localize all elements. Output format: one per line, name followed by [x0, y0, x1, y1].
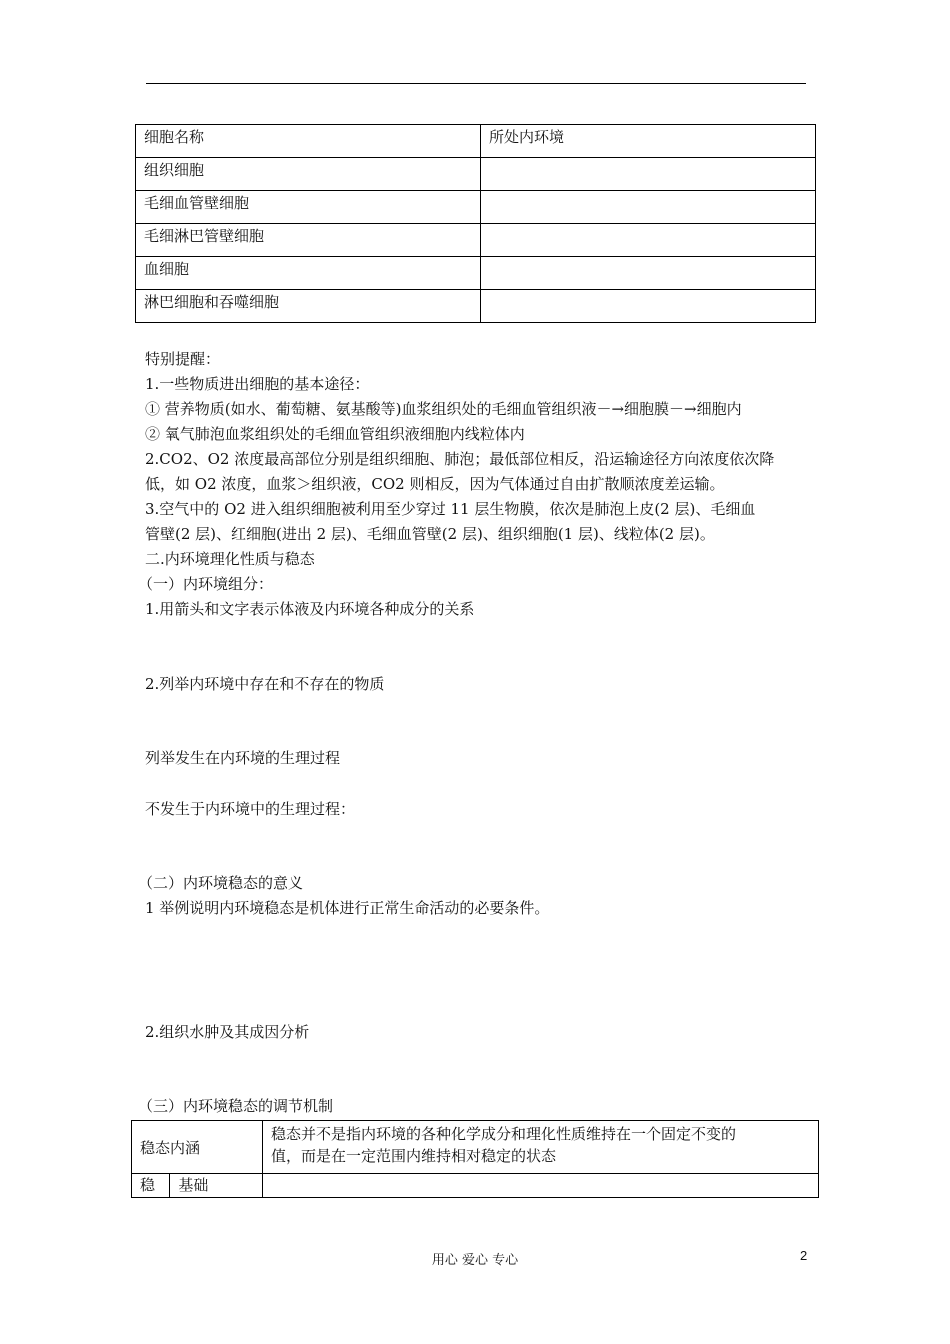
table-cell: [263, 1174, 819, 1198]
homeostasis-table: [131, 1120, 819, 1198]
paragraph: 低，如 O2 浓度，血浆＞组织液，CO2 则相反，因为气体通过自由扩散顺浓度差运输。: [145, 475, 725, 493]
paragraph: 3.空气中的 O2 进入组织细胞被利用至少穿过 11 层生物膜，依次是肺泡上皮(2 层)、毛细血: [145, 500, 756, 518]
table-cell: 血细胞: [136, 257, 481, 290]
table-row: [136, 158, 816, 191]
table-cell-empty: [481, 158, 816, 191]
question: 1.用箭头和文字表示体液及内环境各种成分的关系: [145, 600, 475, 618]
table-cell: 淋巴细胞和吞噬细胞: [136, 290, 481, 323]
cell-environment-table: [135, 124, 816, 323]
subsection-heading: （三）内环境稳态的调节机制: [138, 1097, 334, 1115]
section-heading: 二.内环境理化性质与稳态: [145, 550, 315, 568]
table-row: [132, 1121, 819, 1174]
question: 不发生于内环境中的生理过程：: [145, 800, 356, 818]
table-cell-empty: [481, 290, 816, 323]
table-row: [136, 191, 816, 224]
table-cell-empty: [481, 224, 816, 257]
subsection-heading: （一）内环境组分：: [138, 575, 274, 593]
table-row: [132, 1174, 819, 1198]
question: 1 举例说明内环境稳态是机体进行正常生命活动的必要条件。: [145, 899, 550, 917]
subsection-heading: （二）内环境稳态的意义: [138, 874, 304, 892]
table-cell: [263, 1121, 819, 1174]
paragraph: ① 营养物质(如水、葡萄糖、氨基酸等)血浆组织处的毛细血管组织液－→细胞膜－→细胞内: [145, 400, 742, 418]
question: 2.组织水肿及其成因分析: [145, 1023, 310, 1041]
table-row: [136, 290, 816, 323]
table-cell: 组织细胞: [136, 158, 481, 191]
table-header-cell: 所处内环境: [481, 125, 816, 158]
table-cell: 稳: [132, 1174, 170, 1198]
table-header-row: [136, 125, 816, 158]
question: 2.列举内环境中存在和不存在的物质: [145, 675, 385, 693]
table-cell: 毛细血管壁细胞: [136, 191, 481, 224]
table-row: [136, 257, 816, 290]
paragraph: 1.一些物质进出细胞的基本途径：: [145, 375, 370, 393]
table-cell: 毛细淋巴管壁细胞: [136, 224, 481, 257]
footer-text: 用心 爱心 专心: [431, 1253, 519, 1268]
paragraph: ② 氧气肺泡血浆组织处的毛细血管组织液细胞内线粒体内: [145, 425, 525, 443]
table-cell-empty: [481, 191, 816, 224]
table-cell-empty: [481, 257, 816, 290]
table-header-cell: 细胞名称: [136, 125, 481, 158]
table-row: [136, 224, 816, 257]
question: 列举发生在内环境的生理过程: [145, 749, 341, 767]
paragraph: 2.CO2、O2 浓度最高部位分别是组织细胞、肺泡；最低部位相反，沿运输途径方向浓度依次降: [145, 450, 775, 468]
table-cell-label: 稳态内涵: [132, 1121, 263, 1174]
table-cell: 基础: [170, 1174, 263, 1198]
table-cell-line: 值，而是在一定范围内维持相对稳定的状态: [271, 1147, 557, 1165]
paragraph: 管壁(2 层)、红细胞(进出 2 层)、毛细血管壁(2 层)、组织细胞(1 层)、线粒体(2 层)。: [145, 525, 715, 543]
table-cell-line: 稳态并不是指内环境的各种化学成分和理化性质维持在一个固定不变的: [271, 1125, 737, 1143]
page-number: 2: [800, 1248, 808, 1263]
reminder-title: 特别提醒：: [145, 350, 221, 368]
header-rule: [146, 83, 806, 84]
